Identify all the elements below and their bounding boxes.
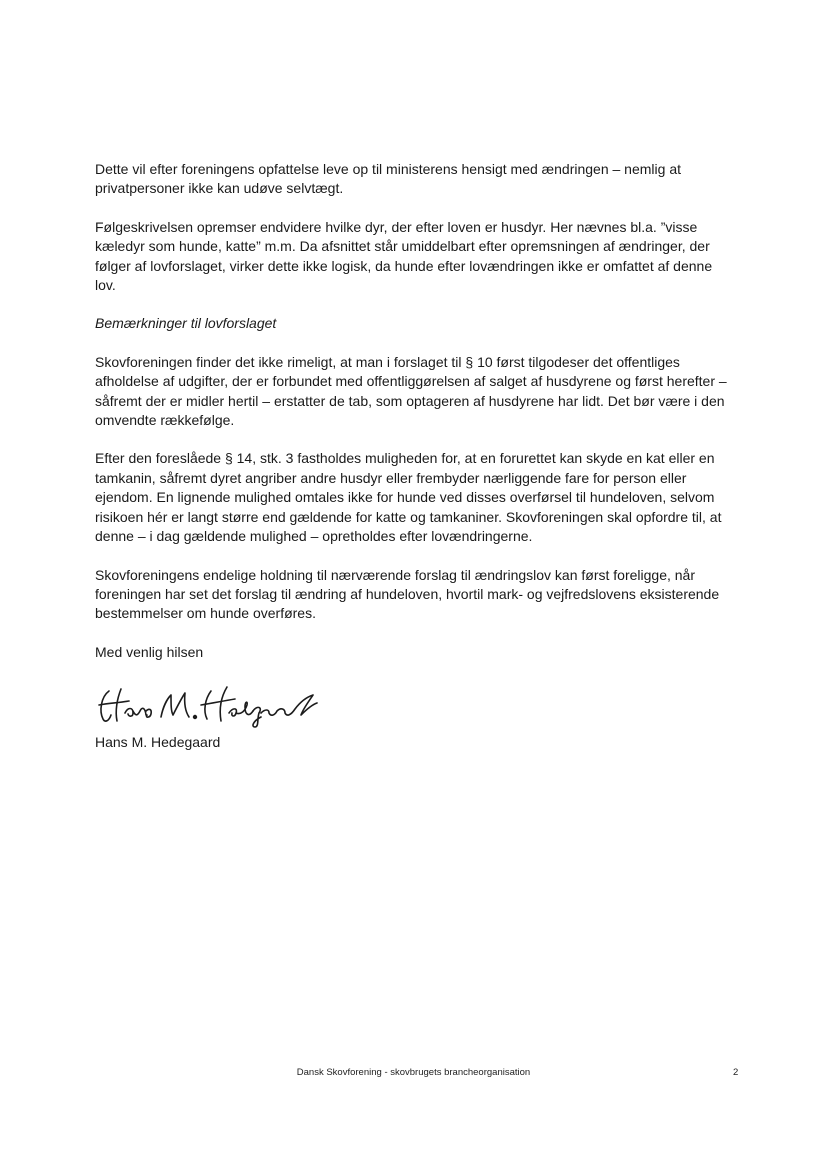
page-number: 2 [733, 1067, 739, 1078]
section-paragraph-3: Skovforeningens endelige holdning til nærværende forslag til ændringslov kan først foreligge, når foreningen har set det forslag til ændring af hundeloven, hvortil mark- og vejfredslovens eksisterende bestemmelser om hunde overføres. [95, 566, 720, 622]
footer-organization: Dansk Skovforening - skovbrugets brancheorganisation [296, 1067, 531, 1078]
letter-body [95, 160, 735, 772]
body-paragraph-2: Følgeskrivelsen opremser endvidere hvilke dyr, der efter loven er husdyr. Her nævnes bl.a. ”visse kæledyr som hunde, katte” m.m. Da afsnittet står umiddelbart efter opremsningen af ændringer, der følger af lovforslaget, virker dette ikke logisk, da hunde efter lovændringen ikke er omfattet af denne lov. [95, 218, 713, 294]
body-paragraph-1: Dette vil efter foreningens opfattelse leve op til ministerens hensigt med ændringen – nemlig at privatpersoner ikke kan udøve selvtægt. [95, 161, 681, 197]
signature-text: Hans M. Hedegaard [95, 681, 104, 683]
section-paragraph-2: Efter den foreslåede § 14, stk. 3 fastholdes muligheden for, at en forurettet kan skyde en kat eller en tamkanin, såfremt dyret angriber andre husdyr eller frembyder nærliggende fare for person eller ejendom. En lignende mulighed omtales ikke for hunde ved disses overførsel til hundeloven, selvom risikoen hér er langt større end gældende for katte og tamkaniner. Skovforeningen skal opfordre til, at denne – i dag gældende mulighed – opretholdes efter lovændringerne. [95, 450, 722, 545]
closing-salutation: Med venlig hilsen [95, 643, 204, 660]
section-paragraph-1: Skovforeningen finder det ikke rimeligt, at man i forslaget til § 10 først tilgodeser det offentliges afholdelse af udgifter, der er forbundet med offentliggørelsen af salget af husdyrene og først herefter – såfremt der er midler hertil – erstatter de tab, som optageren af husdyrene har lidt. Det bør være i den omvendte rækkefølge. [95, 353, 727, 429]
handwritten-signature [95, 681, 335, 729]
section-heading: Bemærkninger til lovforslaget [95, 315, 277, 332]
signer-name: Hans M. Hedegaard [95, 734, 221, 751]
